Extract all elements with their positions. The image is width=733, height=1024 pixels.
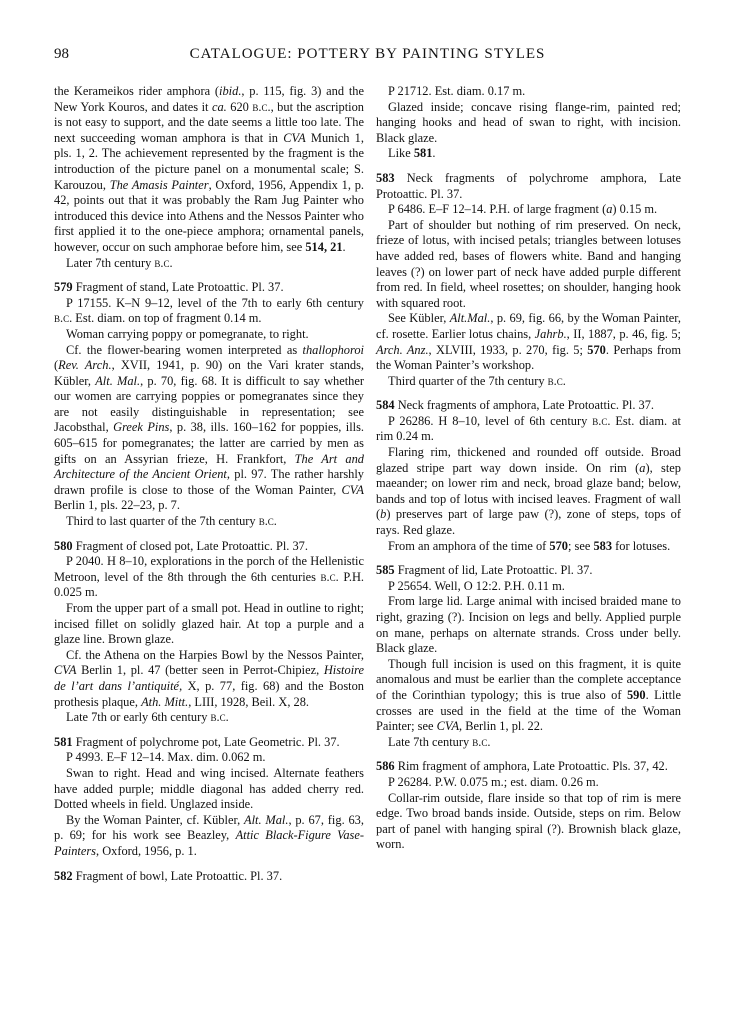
paragraph: Like 581. [388, 146, 436, 161]
paragraph: the Kerameikos rider amphora (ibid., p. 115, fig. 3) and the New York Kouros, and dates it ca. 620 b.c., but the ascription is not easy to support, and the date seems a little too late. The next succeeding woman amphora is that in CVA Munich 1, pls. 1, 2. The achievement represented by the fragment is the introduction of the picture panel on a monumental scale; S. Karouzou, The Amasis Painter, Oxford, 1956, Appendix 1, p. 42, points out that it was probably the Ram Jug Painter who introduced this device into Athens and the Nessos Painter who first applied it to the one-piece amphora; ornamental panels, however, occur on such amphorae before him, see 514, 21. [54, 84, 365, 254]
paragraph: Though full incision is used on this fragment, it is quite anomalous and must be earlier than the complete acceptance of the Corinthian typology; this is true also of 590. Little crosses are used in the field at the time of the Woman Painter; see CVA, Berlin 1, pl. 22. [376, 656, 681, 734]
paragraph: By the Woman Painter, cf. Kübler, Alt. Mal., p. 67, fig. 63, p. 69; for his work see Beazley, Attic Black-Figure Vase-Painters, Oxford, 1956, p. 1. [54, 812, 364, 858]
paragraph: Late 7th or early 6th century b.c. [66, 710, 229, 725]
catalogue-entry-heading: 585 Fragment of lid, Late Protoattic. Pl. 37. [376, 563, 593, 578]
right-column [376, 84, 681, 853]
paragraph: Cf. the flower-bearing women interpreted as thallophoroi (Rev. Arch., XVII, 1941, p. 90) on the Vari krater stands, Kübler, Alt. Mal., p. 70, fig. 68. It is difficult to say whether our women are carrying poppies or pomegranates since they are not easily distinguishable in representation; see Jacobsthal, Greek Pins, p. 38, ills. 160–162 for poppies, ills. 605–615 for pomegranates; the latter are carried by men as gifts on an Assyrian frieze, H. Frankfort, The Art and Architecture of the Ancient Orient, pl. 97. The rather harshly drawn profile is close to those of the Woman Painter, CVA Berlin 1, pls. 22–23, p. 7. [54, 342, 365, 513]
paragraph: Third quarter of the 7th century b.c. [388, 373, 566, 388]
page-number: 98 [54, 46, 69, 62]
paragraph: P 6486. E–F 12–14. P.H. of large fragment (a) 0.15 m. [388, 202, 658, 217]
catalogue-entry-heading: 582 Fragment of bowl, Late Protoattic. Pl. 37. [54, 868, 283, 883]
paragraph: Cf. the Athena on the Harpies Bowl by the Nessos Painter, CVA Berlin 1, pl. 47 (better seen in Perrot-Chipiez, Histoire de l’art dans l’antiquité, X, p. 77, fig. 68) and the Boston prothesis plaque, Ath. Mitt., LIII, 1928, Beil. X, 28. [54, 647, 364, 709]
paragraph: P 26284. P.W. 0.075 m.; est. diam. 0.26 m. [388, 774, 599, 789]
catalogue-entry-heading: 580 Fragment of closed pot, Late Protoattic. Pl. 37. [54, 538, 308, 553]
catalogue-entry-heading: 583 Neck fragments of polychrome amphora, Late Protoattic. Pl. 37. [376, 170, 681, 201]
paragraph: P 25654. Well, O 12:2. P.H. 0.11 m. [388, 578, 565, 593]
paragraph: Glazed inside; concave rising flange-rim, painted red; hanging hooks and head of swan to right, with incision. Black glaze. [376, 99, 681, 145]
left-column [54, 84, 364, 884]
paragraph: From the upper part of a small pot. Head in outline to right; incised fillet on solidly glazed hair. At top a purple and a glaze line. Brown glaze. [54, 601, 364, 647]
paragraph: P 17155. K–N 9–12, level of the 7th to early 6th century b.c. Est. diam. on top of fragment 0.14 m. [54, 295, 364, 326]
paragraph: From an amphora of the time of 570; see 583 for lotuses. [388, 538, 671, 553]
paragraph: P 4993. E–F 12–14. Max. dim. 0.062 m. [66, 750, 266, 765]
paragraph: Flaring rim, thickened and rounded off outside. Broad glazed stripe part way down inside. On rim (a), step maeander; on lower rim and neck, broad glaze band; below, bands and top of lotus with incised leaves. Fragment of wall (b) preserves part of large paw (?), zone of steps, tops of rays. Red glaze. [376, 445, 681, 538]
paragraph: See Kübler, Alt.Mal., p. 69, fig. 66, by the Woman Painter, cf. rosette. Earlier lotus chains, Jahrb., II, 1887, p. 46, fig. 5; Arch. Anz., XLVIII, 1933, p. 270, fig. 5; 570. Perhaps from the Woman Painter’s workshop. [376, 311, 681, 373]
catalogue-entry-heading: 586 Rim fragment of amphora, Late Protoattic. Pls. 37, 42. [376, 759, 668, 774]
paragraph: Woman carrying poppy or pomegranate, to right. [66, 326, 309, 341]
paragraph: Late 7th century b.c. [388, 734, 491, 749]
catalogue-entry-heading: 584 Neck fragments of amphora, Late Protoattic. Pl. 37. [376, 398, 655, 413]
paragraph: Part of shoulder but nothing of rim preserved. On neck, frieze of lotus, with incised petals; triangles between lotuses have added red, bases of flowers white. Band and hanging leaves (?) on lower part of neck have added purple different from red. In field, wheel rosettes; on shoulder, hanging hook with squared root. [376, 217, 681, 310]
paragraph: Swan to right. Head and wing incised. Alternate feathers have added purple; middle diagonal has added cherry red. Dotted wheels in field. Unglazed inside. [54, 765, 364, 812]
paragraph: P 26286. H 8–10, level of 6th century b.c. Est. diam. at rim 0.24 m. [376, 413, 681, 444]
catalogue-entry-heading: 581 Fragment of polychrome pot, Late Geometric. Pl. 37. [54, 734, 340, 749]
page-header [54, 46, 681, 68]
paragraph: P 21712. Est. diam. 0.17 m. [388, 84, 526, 98]
paragraph: Later 7th century b.c. [66, 255, 173, 270]
running-title: CATALOGUE: POTTERY BY PAINTING STYLES [189, 46, 546, 62]
catalogue-entry-heading: 579 Fragment of stand, Late Protoattic. Pl. 37. [54, 280, 284, 295]
paragraph: P 2040. H 8–10, explorations in the porch of the Hellenistic Metroon, level of the 8th through the 6th centuries b.c. P.H. 0.025 m. [54, 554, 364, 600]
paragraph: Third to last quarter of the 7th century b.c. [66, 514, 277, 529]
paragraph: From large lid. Large animal with incised braided mane to right, grazing (?). Incision on legs and belly. Applied purple on mane, perhaps on alternate strands. Cross under belly. Black glaze. [376, 594, 681, 656]
paragraph: Collar-rim outside, flare inside so that top of rim is mere edge. Two broad bands inside. Outside, steps on rim. Below part of panel with hanging spiral (?). Brownish black glaze, worn. [376, 790, 681, 852]
